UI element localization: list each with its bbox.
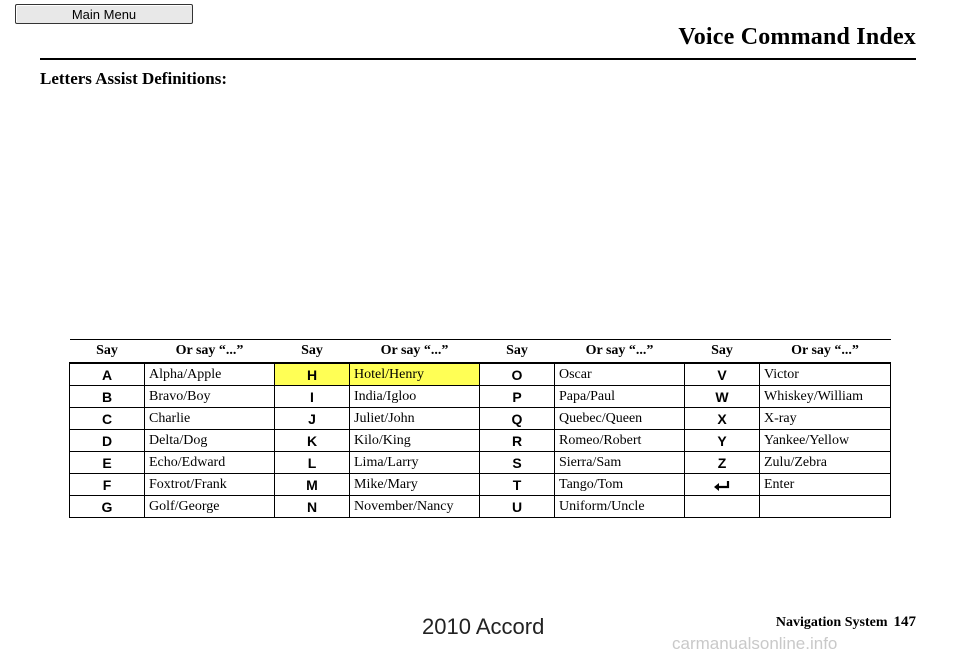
enter-key-cell	[685, 474, 760, 496]
letter-cell-highlighted: H	[275, 363, 350, 386]
phrase-cell: Enter	[760, 474, 891, 496]
footer-page-label	[776, 614, 916, 631]
letter-cell: Z	[685, 452, 760, 474]
phrase-cell: Quebec/Queen	[555, 408, 685, 430]
phrase-cell: Uniform/Uncle	[555, 496, 685, 518]
phrase-cell: Golf/George	[145, 496, 275, 518]
letter-cell: E	[70, 452, 145, 474]
letter-cell: S	[480, 452, 555, 474]
phrase-cell: Mike/Mary	[350, 474, 480, 496]
table-row	[70, 386, 891, 408]
page-number: 147	[893, 614, 916, 630]
table-row	[70, 452, 891, 474]
column-header: Or say “...”	[555, 340, 685, 364]
phrase-cell: X-ray	[760, 408, 891, 430]
column-header: Or say “...”	[350, 340, 480, 364]
column-header: Say	[685, 340, 760, 364]
phrase-cell: Zulu/Zebra	[760, 452, 891, 474]
phrase-cell: Yankee/Yellow	[760, 430, 891, 452]
phrase-cell: India/Igloo	[350, 386, 480, 408]
column-header: Or say “...”	[760, 340, 891, 364]
phrase-cell: Charlie	[145, 408, 275, 430]
phrase-cell: Tango/Tom	[555, 474, 685, 496]
letter-cell: I	[275, 386, 350, 408]
letter-cell: U	[480, 496, 555, 518]
letter-cell: O	[480, 363, 555, 386]
phrase-cell: November/Nancy	[350, 496, 480, 518]
enter-return-icon	[713, 480, 731, 492]
letter-cell: F	[70, 474, 145, 496]
header-divider	[40, 58, 916, 60]
letter-cell: R	[480, 430, 555, 452]
phrase-cell: Sierra/Sam	[555, 452, 685, 474]
column-header: Or say “...”	[145, 340, 275, 364]
column-header: Say	[70, 340, 145, 364]
table-row	[70, 430, 891, 452]
phrase-cell: Delta/Dog	[145, 430, 275, 452]
empty-cell	[760, 496, 891, 518]
letters-assist-table	[69, 339, 891, 518]
letter-cell: Y	[685, 430, 760, 452]
letter-cell: A	[70, 363, 145, 386]
letter-cell: K	[275, 430, 350, 452]
letter-cell: L	[275, 452, 350, 474]
phrase-cell-highlighted: Hotel/Henry	[350, 363, 480, 386]
watermark-text: carmanualsonline.info	[672, 634, 838, 653]
table-row	[70, 363, 891, 386]
phrase-cell: Romeo/Robert	[555, 430, 685, 452]
letter-cell: P	[480, 386, 555, 408]
phrase-cell: Bravo/Boy	[145, 386, 275, 408]
letter-cell: B	[70, 386, 145, 408]
column-header: Say	[480, 340, 555, 364]
phrase-cell: Juliet/John	[350, 408, 480, 430]
empty-cell	[685, 496, 760, 518]
phrase-cell: Victor	[760, 363, 891, 386]
letter-cell: D	[70, 430, 145, 452]
phrase-cell: Echo/Edward	[145, 452, 275, 474]
phrase-cell: Papa/Paul	[555, 386, 685, 408]
table-row	[70, 408, 891, 430]
letter-cell: X	[685, 408, 760, 430]
letter-cell: M	[275, 474, 350, 496]
phrase-cell: Whiskey/William	[760, 386, 891, 408]
letter-cell: G	[70, 496, 145, 518]
letter-cell: V	[685, 363, 760, 386]
letter-cell: T	[480, 474, 555, 496]
footer-system-label: Navigation System	[775, 615, 888, 630]
footer-model-name: 2010 Accord	[422, 614, 545, 639]
phrase-cell: Oscar	[555, 363, 685, 386]
section-heading: Letters Assist Definitions:	[40, 69, 227, 88]
main-menu-button[interactable]: Main Menu	[15, 4, 193, 24]
column-header: Say	[275, 340, 350, 364]
table-row	[70, 496, 891, 518]
letter-cell: Q	[480, 408, 555, 430]
phrase-cell: Foxtrot/Frank	[145, 474, 275, 496]
letter-cell: N	[275, 496, 350, 518]
table-row	[70, 474, 891, 496]
letter-cell: C	[70, 408, 145, 430]
phrase-cell: Alpha/Apple	[145, 363, 275, 386]
letter-cell: W	[685, 386, 760, 408]
phrase-cell: Lima/Larry	[350, 452, 480, 474]
table-header-row	[70, 340, 891, 364]
letter-cell: J	[275, 408, 350, 430]
page-title: Voice Command Index	[678, 24, 916, 50]
phrase-cell: Kilo/King	[350, 430, 480, 452]
